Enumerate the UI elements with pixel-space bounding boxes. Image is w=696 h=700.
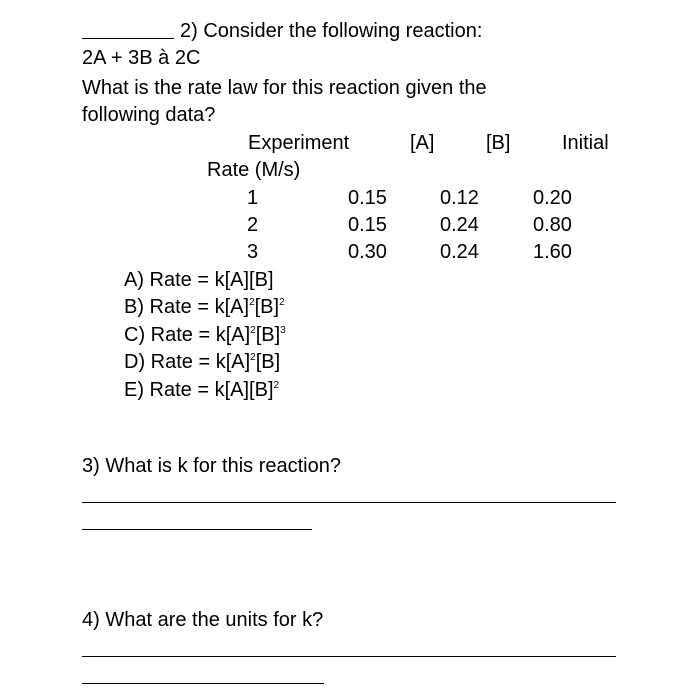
question-3-text: 3) What is k for this reaction?	[82, 455, 341, 477]
choice-a	[124, 270, 274, 290]
choice-b	[124, 297, 285, 317]
row-3-experiment: 3	[247, 241, 259, 263]
choice-c-exponent-b: 3	[280, 325, 286, 336]
choice-d-text: D) Rate = k[A]	[124, 351, 251, 373]
header-concentration-b: [B]	[486, 132, 511, 154]
choice-a-text: A) Rate = k[A][B]	[124, 269, 274, 291]
row-1-rate: 0.20	[533, 187, 572, 209]
choice-e	[124, 380, 279, 400]
choice-d-exponent-a: 2	[250, 352, 256, 363]
choice-d	[124, 352, 280, 372]
row-3-a: 0.30	[348, 241, 387, 263]
choice-e-text: E) Rate = k[A][B]	[124, 379, 274, 401]
row-3-b: 0.24	[440, 241, 479, 263]
choice-b-text: B) Rate = k[A]	[124, 296, 250, 318]
answer-line-q3-2[interactable]	[82, 529, 312, 530]
row-2-a: 0.15	[348, 214, 387, 236]
header-initial: Initial	[562, 132, 609, 154]
row-2-rate: 0.80	[533, 214, 572, 236]
choice-b-text-b: [B]	[254, 296, 280, 318]
header-rate: Rate (M/s)	[207, 159, 301, 181]
row-2-experiment: 2	[247, 214, 259, 236]
header-experiment: Experiment	[248, 132, 350, 154]
question-4-text: 4) What are the units for k?	[82, 609, 324, 631]
choice-b-exponent-b: 2	[279, 297, 285, 308]
answer-line-q3-1[interactable]	[82, 502, 616, 503]
choice-c-text: C) Rate = k[A]	[124, 324, 251, 346]
choice-b-exponent-a: 2	[249, 297, 255, 308]
choice-c	[124, 325, 286, 345]
question-2-text-line1: What is the rate law for this reaction given the	[82, 77, 487, 99]
choice-e-exponent-b: 2	[273, 380, 280, 391]
choice-d-text-b: [B]	[255, 351, 281, 373]
row-1-b: 0.12	[440, 187, 479, 209]
choice-c-exponent-a: 2	[250, 325, 256, 336]
question-2-prompt: 2) Consider the following reaction:	[180, 20, 483, 42]
answer-line-q4-2[interactable]	[82, 683, 324, 684]
row-1-a: 0.15	[348, 187, 387, 209]
header-concentration-a: [A]	[410, 132, 435, 154]
row-2-b: 0.24	[440, 214, 479, 236]
choice-c-text-b: [B]	[255, 324, 281, 346]
answer-blank-q2[interactable]	[82, 38, 174, 39]
answer-line-q4-1[interactable]	[82, 656, 616, 657]
row-1-experiment: 1	[247, 187, 259, 209]
row-3-rate: 1.60	[533, 241, 572, 263]
reaction-equation: 2A + 3B à 2C	[82, 47, 201, 69]
question-2-text-line2: following data?	[82, 104, 216, 126]
